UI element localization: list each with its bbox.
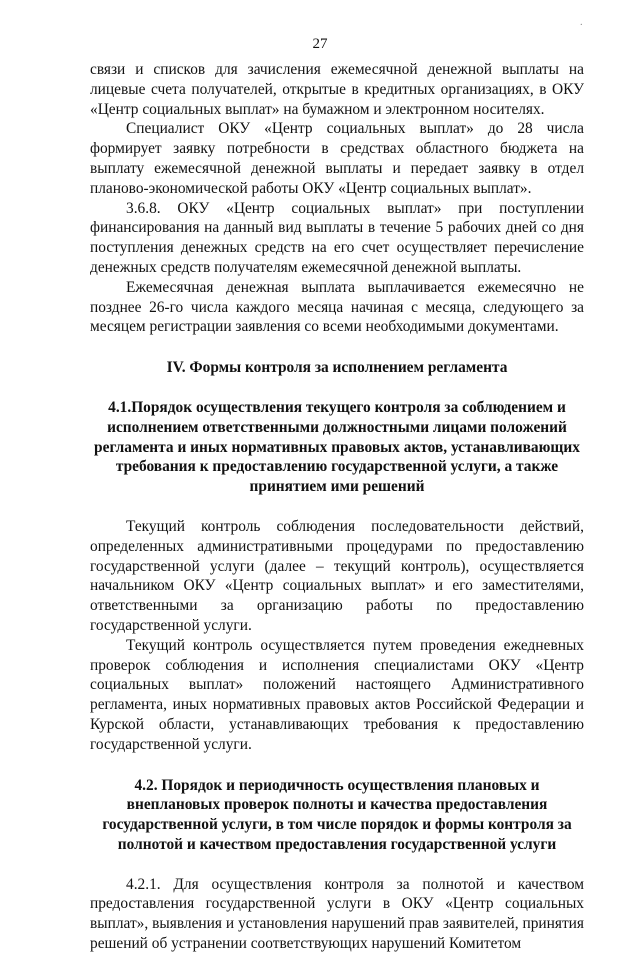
section-title: IV. Формы контроля за исполнением регламента xyxy=(166,359,508,377)
spacer xyxy=(90,378,584,398)
spacer xyxy=(90,497,584,517)
spacer xyxy=(90,755,584,776)
paragraph: Текущий контроль соблюдения последовательности действий, определенных административными процедурами по предоставлению государственной услуги (далее – текущий контроль), осуществляется начальником ОКУ «Центр социальных выплат» и его заместителями, ответственными за организацию работы по предоставлению государственной услуги. xyxy=(90,517,584,634)
paragraph: Специалист ОКУ «Центр социальных выплат» до 28 числа формирует заявку потребности в средствах областного бюджета на выплату ежемесячной денежной выплаты и передает заявку в отдел планово-экономической работы ОКУ «Центр социальных выплат». xyxy=(90,120,584,197)
subsection-title-4-1: 4.1.Порядок осуществления текущего контроля за соблюдением и исполнением ответственными должностными лицами положений регламента и иных нормативных правовых актов, устанавливающих требования к предоставлению государственной услуги, а также принятием ими решений xyxy=(94,398,580,496)
page-content xyxy=(90,60,584,954)
paragraph: 4.2.1. Для осуществления контроля за полнотой и качеством предоставления государственной услуги в ОКУ «Центр социальных выплат», выявления и установления нарушений прав заявителей, принятия решений об устранении соответствующих нарушений Комитетом xyxy=(90,875,584,953)
corner-mark: · xyxy=(579,20,583,31)
spacer xyxy=(90,855,584,875)
paragraph: 3.6.8. ОКУ «Центр социальных выплат» при поступлении финансирования на данный вид выплаты в течение 5 рабочих дней со дня поступления денежных средств на его счет осуществляет перечисление денежных средств получателям ежемесячной денежной выплаты. xyxy=(90,199,584,276)
subsection-title-4-2: 4.2. Порядок и периодичность осуществления плановых и внеплановых проверок полноты и качества предоставления государственной услуги, в том числе порядок и формы контроля за полнотой и качеством предоставления государственной услуги xyxy=(102,776,572,853)
page-number: 27 xyxy=(312,36,328,52)
paragraph: связи и списков для зачисления ежемесячной денежной выплаты на лицевые счета получателей, открытые в кредитных организациях, в ОКУ «Центр социальных выплат» на бумажном и электронном носителях. xyxy=(90,61,584,118)
paragraph: Текущий контроль осуществляется путем проведения ежедневных проверок соблюдения и исполнения специалистами ОКУ «Центр социальных выплат» положений настоящего Административного регламента, иных нормативных правовых актов Российской Федерации и Курской области, устанавливающих требования к предоставлению государственной услуги. xyxy=(90,636,584,753)
paragraph: Ежемесячная денежная выплата выплачивается ежемесячно не позднее 26-го числа каждого месяца начиная с месяца, следующего за месяцем регистрации заявления со всеми необходимыми документами. xyxy=(90,278,584,336)
spacer xyxy=(90,337,584,358)
